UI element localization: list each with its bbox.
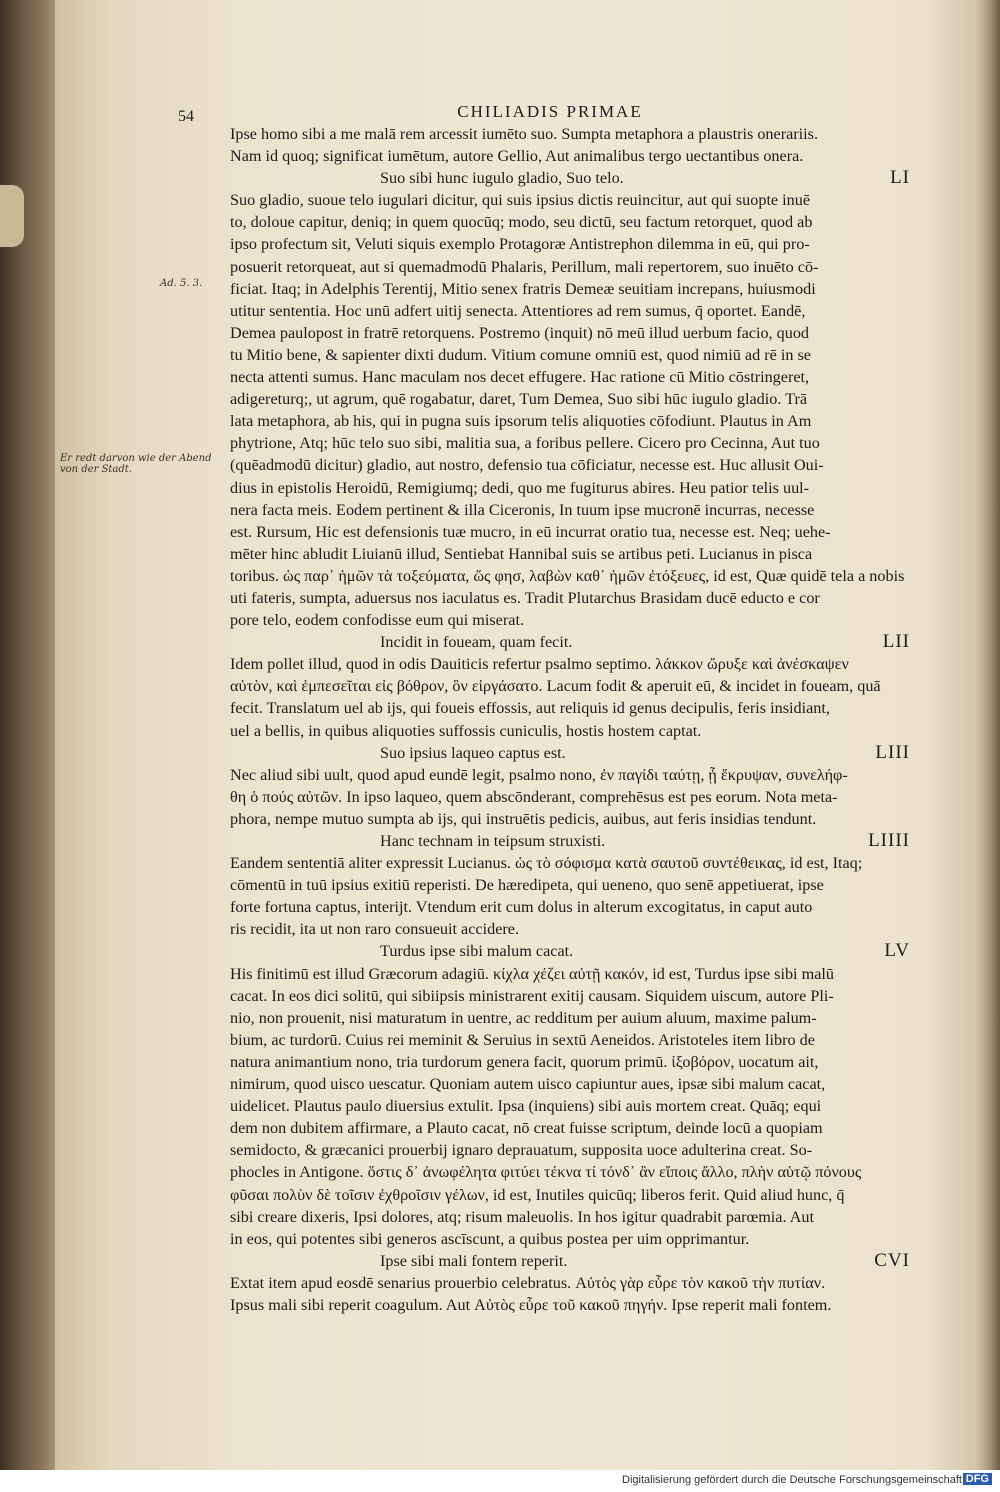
- text-line: pore telo, eodem confodisse eum qui miserat.: [230, 611, 524, 630]
- adage-title: Suo ipsius laqueo captus est.: [380, 743, 566, 762]
- footer-bar: [0, 1470, 1000, 1492]
- adage-number: LIIII: [868, 830, 910, 851]
- text-line: Ipse homo sibi a me malā rem arcessit iumēto suo. Sumpta metaphora a plaustris onerariis.: [230, 125, 818, 143]
- text-line: θη ὁ πούς αὐτῶν. In ipso laqueo, quem abscōnderant, comprehēsus est pes eorum. Nota meta-: [230, 787, 838, 806]
- adage-heading: [230, 830, 910, 852]
- text-line: mēter hinc abludit Liuianū illud, Sentiebat Hannibal suis se artibus peti. Lucianus in pisca: [230, 544, 813, 563]
- text-line: natura animantium nono, tria turdorum genera facit, quorum primū. ἰξοβόρον, uocatum ait,: [230, 1052, 819, 1071]
- footer-credit: Digitalisierung gefördert durch die Deutsche Forschungsgemeinschaft: [622, 1474, 962, 1486]
- text-line: nio, non prouenit, nisi maturatum in uentre, ac redditum per auium aluum, maxime palum-: [230, 1008, 817, 1027]
- text-line: His finitimū est illud Græcorum adagiū. κίχλα χέζει αὐτῇ κακόν, id est, Turdus ipse sibi malū: [230, 964, 834, 983]
- text-line: cōmentū in tuū ipsius exitiū reperisti. De hæredipeta, qui ueneno, quo senē appetiuerat, ipse: [230, 876, 824, 895]
- adage-number: LV: [884, 940, 910, 962]
- text-line: phocles in Antigone. ὅστις δ᾽ ἀνωφέλητα φιτύει τέκνα τί τόνδ᾽ ἂν εἴποις ἄλλο, πλὴν αὑτῷ πόνους: [230, 1163, 862, 1182]
- text-line: ris recidit, ita ut non raro consueuit accidere.: [230, 920, 520, 939]
- text-line: bium, ac turdorū. Cuius rei meminit & Seruius in sextū Aeneidos. Aristoteles item libro de: [230, 1030, 815, 1049]
- running-title: CHILIADIS PRIMAE: [457, 102, 643, 121]
- text-line: Suo gladio, suoue telo iugulari dicitur, qui suis ipsius dictis reuincitur, aut qui suopte inuē: [230, 191, 811, 210]
- text-line: nera facta meis. Eodem pertinent & illa Ciceronis, In tuum ipse mucronē incurras, necesse: [230, 500, 815, 519]
- margin-note: Ad. 5. 3.: [160, 278, 203, 289]
- adage-number: LI: [890, 167, 910, 189]
- text-line: lata metaphora, ab his, qui in pugna suis ipsorum telis aliquoties cōfodiunt. Plautus in Am: [230, 412, 812, 431]
- text-line: φῦσαι πολὺν δὲ τοῖσιν ἐχθροῖσιν γέλων, id est, Inutiles quicūq; liberos ferit. Quid aliud hunc, q̄: [230, 1185, 845, 1204]
- page-number: 54: [178, 108, 194, 125]
- adage-heading: [230, 631, 910, 653]
- text-line: utitur sententia. Hoc unū adfert uitij senecta. Attentiores ad rem sumus, q̄ oportet. Eandē,: [230, 301, 806, 320]
- adage-title: Incidit in foueam, quam fecit.: [380, 633, 573, 652]
- page-edge: [974, 0, 1000, 1470]
- text-line: dem non dubitem affirmare, a Plauto cacat, nō creat fuisse scriptum, deinde locū a quopiam: [230, 1119, 823, 1138]
- text-line: nimirum, quod uisco uescatur. Quoniam autem uisco capiuntur aues, ipsæ sibi malum cacat,: [230, 1075, 826, 1094]
- text-line: fecit. Translatum uel ab ijs, qui foueis effossis, aut reliquis id genus decipulis, feris insidiant,: [230, 699, 830, 718]
- adage-title: Ipse sibi mali fontem reperit.: [380, 1251, 568, 1270]
- running-head: [0, 80, 1000, 125]
- adage-number: LIII: [875, 741, 910, 763]
- text-line: Eandem sententiā aliter expressit Lucianus. ὡς τὸ σόφισμα κατὰ σαυτοῦ συντέθεικας, id est, Itaq;: [230, 854, 863, 873]
- text-line: phytrione, Atq; hūc telo suo sibi, malitia sua, a foribus pellere. Cicero pro Cecinna, Aut tuo: [230, 434, 820, 453]
- text-line: in eos, qui potentes sibi generos ascīscunt, a quibus postea per uim opprimantur.: [230, 1229, 750, 1248]
- text-line: uti fateris, sumpta, aduersus nos iaculatus es. Tradit Plutarchus Brasidam ducē educto e cor: [230, 588, 820, 607]
- text-line: phora, nempe mutuo sumpta ab ijs, qui instruētis pedicis, auibus, aut feris insidias tendunt.: [230, 809, 817, 828]
- text-line: αὐτὸν, καὶ ἐμπεσεῖται εἰς βόθρον, ὃν εἰργάσατο. Lacum fodit & aperuit eū, & incidet in foueam, quā: [230, 677, 881, 696]
- text-line: (quēadmodū dicitur) gladio, aut nostro, defensio tua cōficiatur, necesse est. Huc allusit Oui-: [230, 456, 824, 475]
- text-line: Demea paulopost in fratrē retorquens. Postremo (inquit) nō meū illud uerbum facio, quod: [230, 323, 810, 342]
- adage-number: CVI: [874, 1249, 910, 1271]
- text-line: ipso profectum sit, Veluti siquis exemplo Protagoræ Antistrephon dilemma in eū, qui pro-: [230, 235, 810, 254]
- adage-heading: [230, 1250, 910, 1272]
- text-line: toribus. ὡς παρ᾽ ἡμῶν τὰ τοξεύματα, ὥς φησ, λαβὼν καθ᾽ ἡμῶν ἐτόξευες, id est, Quæ quidē tela a nobis: [230, 566, 905, 585]
- text-line: Nec aliud sibi uult, quod apud eundē legit, psalmo nono, ἐν παγίδι ταύτῃ, ᾗ ἔκρυψαν, συνελήφ-: [230, 765, 848, 784]
- page-tab: [0, 185, 24, 247]
- adage-number: LII: [882, 631, 910, 653]
- adage-title: Suo sibi hunc iugulo gladio, Suo telo.: [380, 169, 624, 188]
- text-line: adigereturq;, ut agrum, quē rogabatur, daret, Tum Demea, Suo sibi hūc iugulo gladio. Trā: [230, 390, 808, 409]
- adage-title: Hanc technam in teipsum struxisti.: [380, 832, 606, 850]
- adage-heading: [230, 167, 910, 189]
- adage-title: Turdus ipse sibi malum cacat.: [380, 942, 574, 961]
- text-line: forte fortuna captus, interijt. Vtendum erit cum dolus in alterum excogitatus, in caput auto: [230, 898, 813, 917]
- margin-note: Er redt darvon wie der Abend von der Stadt.: [60, 453, 212, 475]
- text-line: est. Rursum, Hic est defensionis tuæ mucro, in eū incurrat oratio tua, necesse est. Neq; uehe-: [230, 522, 831, 541]
- text-line: uel a bellis, in quibus aliquoties suffossis cuniculis, hostis hostem captat.: [230, 721, 702, 740]
- text-line: dius in epistolis Heroidū, Remigiumq; dedi, quo me fugiturus abires. Heu patior telis uul-: [230, 478, 810, 497]
- text-line: cacat. In eos dici solitū, qui sibiipsis ministrarent exitij causam. Siquidem uiscum, autore Pli-: [230, 986, 834, 1005]
- text-line: uidelicet. Plautus paulo diuersius extulit. Ipsa (inquiens) sibi auis mortem creat. Quāq; equi: [230, 1097, 822, 1116]
- text-line: Idem pollet illud, quod in odis Dauiticis refertur psalmo septimo. λάκκον ὤρυξε καὶ ἀνέσκαψεν: [230, 655, 849, 674]
- text-line: semidocto, & græcanici prouerbij ignaro deprauatum, supposita uoce adulterina creat. So-: [230, 1141, 813, 1160]
- text-line: ficiat. Itaq; in Adelphis Terentij, Mitio senex fratris Demeæ seuitiam increpans, huiusmodi: [230, 279, 816, 298]
- text-line: tu Mitio bene, & sapienter dixti dudum. Vitium comune omniū est, quod nimiū ad rē in se: [230, 345, 811, 364]
- adage-heading: [230, 742, 910, 764]
- text-line: necta attenti sumus. Hanc maculam nos decet effugere. Hac ratione cū Mitio cōstringeret,: [230, 368, 810, 387]
- adage-heading: [230, 940, 910, 962]
- text-line: sibi creare dixeris, Ipsi dolores, atq; risum maleuolis. In hos igitur quadrabit parœmia. Aut: [230, 1207, 814, 1226]
- text-line: Nam id quoq; significat iumētum, autore Gellio, Aut animalibus tergo uectantibus onera.: [230, 147, 804, 166]
- dfg-logo: DFG: [963, 1473, 992, 1485]
- text-line: Ipsus mali sibi reperit coagulum. Aut Αὐτὸς εὗρε τοῦ κακοῦ πηγήν. Ipse reperit mali fontem.: [230, 1295, 832, 1314]
- text-block: [230, 123, 910, 1316]
- text-line: posuerit retorqueat, aut si quemadmodū Phalaris, Perillum, mali repertorem, suo inuēto cō-: [230, 257, 819, 276]
- text-line: Extat item apud eosdē senarius prouerbio celebratus. Αὐτὸς γὰρ εὗρε τὸν κακοῦ τὴν πυτίαν.: [230, 1273, 826, 1292]
- text-line: to, doloue capitur, deniq; in quem quocūq; modo, seu dictū, seu factum retorquet, quod ab: [230, 213, 813, 232]
